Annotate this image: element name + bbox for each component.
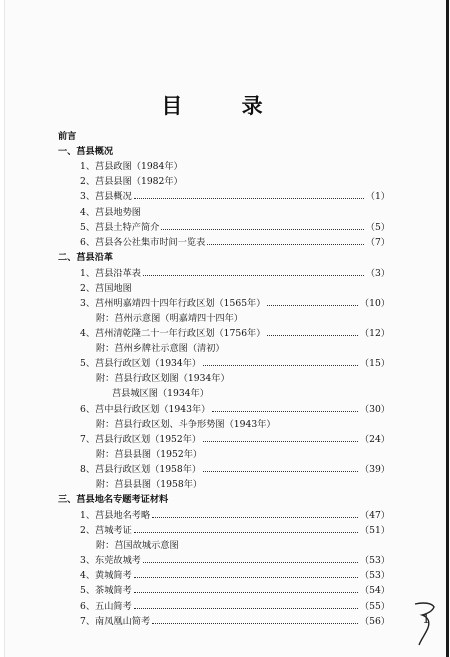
toc-entry-title: 3、莒县概况	[80, 191, 132, 203]
toc-entry[interactable]	[80, 609, 392, 627]
page-title: 目 录	[161, 93, 289, 118]
toc-entry-title: 5、茶城简考	[80, 585, 132, 597]
toc-leader-dots	[152, 623, 358, 624]
toc-page-number: （54）	[359, 585, 390, 597]
page-number: 1	[422, 612, 430, 626]
toc-entry-title: 2、莒城考证	[80, 525, 132, 536]
toc-entry-title: 6、莒县各公社集市时间一览表	[80, 236, 206, 248]
toc-entry-title: 二、莒县沿革	[58, 251, 114, 263]
toc-entry-title: 5、莒县行政区划（1934年）	[80, 358, 202, 370]
toc-entry-title: 6、五山简考	[80, 600, 132, 612]
toc-entry-title: 1、莒县沿革表	[80, 267, 141, 279]
toc-page-number: （39）	[359, 463, 390, 475]
toc-entry-title: 附：莒州示意图（明嘉靖四十四年）	[96, 312, 243, 324]
toc-entry-title: 莒县城区图（1934年）	[112, 388, 209, 400]
toc-page-number: （53）	[359, 555, 390, 567]
toc-entry-title: 4、黄城简考	[80, 570, 132, 582]
toc-entry-title: 6、莒中县行政区划（1943年）	[80, 403, 211, 415]
toc-entry-title: 4、莒县地势图	[80, 206, 141, 218]
toc-page-number: （5）	[365, 221, 390, 233]
handwritten-mark-icon	[412, 600, 438, 646]
toc-page-number: （1）	[365, 191, 390, 203]
toc-page-number: （15）	[359, 358, 390, 370]
toc-entry-title: 1、莒县地名考略	[80, 509, 151, 521]
toc-entry-title: 1、莒县政图（1984年）	[80, 161, 183, 173]
toc-page-number: （24）	[359, 433, 390, 445]
toc-entry-title: 附：莒县县图（1952年）	[96, 448, 203, 460]
toc-entry-title: 附：莒县县图（1958年）	[96, 479, 203, 490]
toc-page-number: （51）	[359, 525, 390, 536]
toc-page-number: （10）	[359, 297, 390, 309]
toc-entry-title: 2、莒县县图（1982年）	[80, 176, 183, 188]
toc-entry-title: 附：莒州乡牌社示意图（清初）	[96, 343, 225, 355]
toc-entry-title: 前言	[58, 131, 77, 142]
toc-entry-title: 3、东莞故城考	[80, 555, 141, 567]
toc-entry-title: 4、莒州清乾隆二十一年行政区划（1756年）	[80, 328, 266, 339]
toc-page-number: （12）	[359, 328, 390, 339]
toc-page-number: （56）	[359, 615, 390, 627]
toc-entry-title: 一、莒县概况	[58, 146, 114, 158]
toc-page-number: （30）	[359, 403, 390, 415]
toc-page-number: （3）	[365, 267, 390, 279]
toc-entry-title: 三、莒县地名专题考证材料	[58, 494, 169, 506]
toc-entry-title: 7、莒县行政区划（1952年）	[80, 433, 202, 445]
toc-page-number: （53）	[359, 570, 390, 582]
toc-entry-title: 附：莒县行政区划、斗争形势图（1943年）	[96, 418, 276, 430]
toc-entry-title: 2、莒国地图	[80, 282, 132, 294]
toc-entry-title: 5、莒县土特产简介	[80, 221, 160, 233]
toc-entry-title: 附：莒县行政区划图（1934年）	[96, 373, 230, 385]
toc-entry-title: 附：莒国故城示意图	[96, 540, 179, 552]
toc-entry-title: 8、莒县行政区划（1958年）	[80, 463, 202, 475]
toc-entry-title: 7、南凤凰山简考	[80, 615, 151, 627]
toc-page-number: （7）	[365, 236, 390, 248]
toc-page-number: （47）	[359, 509, 390, 521]
toc-page-number: （55）	[359, 600, 390, 612]
toc-entry-title: 3、莒州明嘉靖四十四年行政区划（1565年）	[80, 297, 266, 309]
